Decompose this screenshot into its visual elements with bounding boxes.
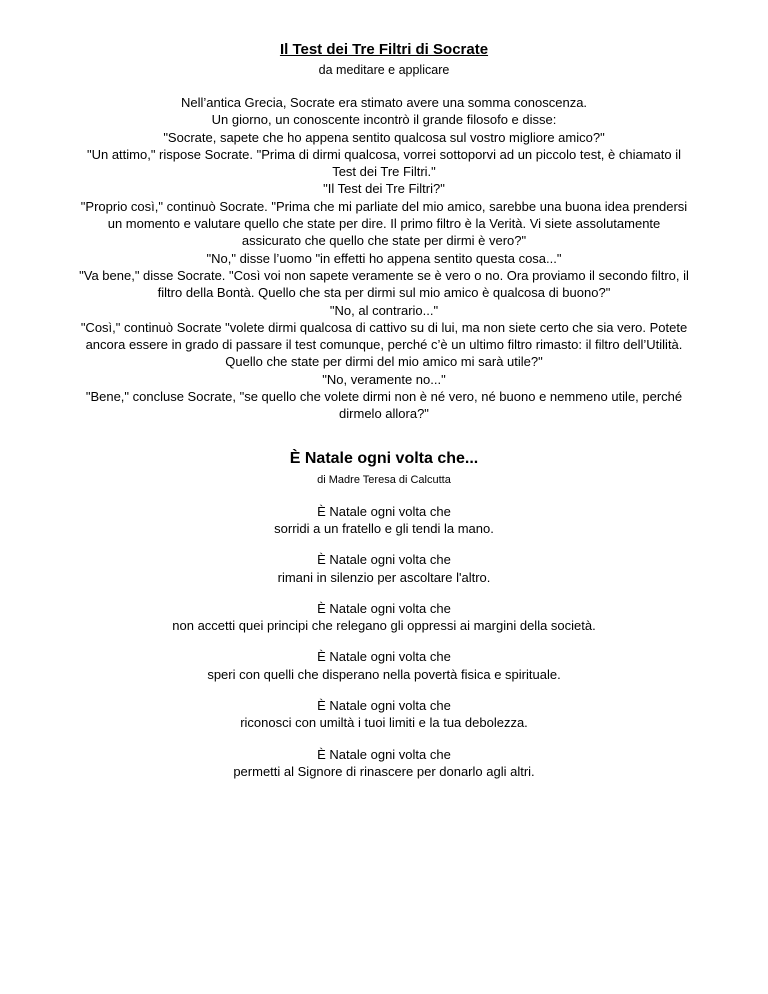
section1-subtitle: da meditare e applicare	[318, 63, 450, 77]
stanza-line: sorridi a un fratello e gli tendi la mano.	[274, 520, 494, 536]
story-line: "Così," continuò Socrate "volete dirmi qualcosa di cattivo su di lui, ma non siete certo che sia vero. Potete	[80, 319, 688, 335]
section2-author: di Madre Teresa di Calcutta	[317, 473, 451, 486]
story-line: Test dei Tre Filtri."	[332, 164, 436, 180]
section2-title: È Natale ogni volta che...	[289, 449, 479, 467]
stanza-refrain: È Natale ogni volta che	[317, 698, 451, 714]
stanza-refrain: È Natale ogni volta che	[317, 746, 451, 762]
stanza-line: non accetti quei principi che relegano gli oppressi ai margini della società.	[172, 618, 596, 634]
story-line: ancora essere in grado di passare il test comunque, perché c’è un ultimo filtro rimasto: il filtro dell’Utilità.	[85, 337, 683, 353]
poem-stanza	[36, 551, 732, 586]
story-line: Quello che state per dirmi del mio amico mi sarà utile?"	[225, 354, 543, 370]
poem-stanza	[36, 697, 732, 732]
story-line: filtro della Bontà. Quello che sta per dirmi sul mio amico è qualcosa di buono?"	[157, 285, 611, 301]
story-line: "Bene," concluse Socrate, "se quello che volete dirmi non è né vero, né buono e nemmeno utile, perché	[85, 389, 683, 405]
stanza-line: rimani in silenzio per ascoltare l'altro.	[277, 569, 491, 585]
poem-stanza	[36, 648, 732, 683]
story-line: "Il Test dei Tre Filtri?"	[323, 181, 445, 197]
stanza-refrain: È Natale ogni volta che	[317, 503, 451, 519]
story-line: "No, veramente no..."	[322, 371, 446, 387]
section1-title: Il Test dei Tre Filtri di Socrate	[279, 41, 489, 58]
story-line: assicurato che quello che state per dirmi è vero?"	[241, 233, 527, 249]
story-line: dirmelo allora?"	[339, 406, 429, 422]
story-line: "No, al contrario..."	[329, 302, 439, 318]
socrates-story	[36, 94, 732, 423]
stanza-line: permetti al Signore di rinascere per donarlo agli altri.	[233, 763, 535, 779]
stanza-line: riconosci con umiltà i tuoi limiti e la tua debolezza.	[240, 715, 528, 731]
stanza-refrain: È Natale ogni volta che	[317, 552, 451, 568]
story-line: "Socrate, sapete che ho appena sentito qualcosa sul vostro migliore amico?"	[163, 129, 605, 145]
story-line: "No," disse l’uomo "in effetti ho appena sentito questa cosa..."	[206, 250, 562, 266]
story-line: "Un attimo," rispose Socrate. "Prima di dirmi qualcosa, vorrei sottoporvi ad un piccolo test, è chiamato il	[86, 146, 682, 162]
christmas-poem	[36, 503, 732, 781]
story-line: "Proprio così," continuò Socrate. "Prima che mi parliate del mio amico, sarebbe una buona idea prendersi	[80, 198, 688, 214]
story-line: Nell’antica Grecia, Socrate era stimato avere una somma conoscenza.	[180, 95, 588, 110]
poem-stanza	[36, 503, 732, 538]
stanza-line: speri con quelli che disperano nella povertà fisica e spirituale.	[207, 666, 561, 682]
poem-stanza	[36, 600, 732, 635]
story-line: Un giorno, un conoscente incontrò il grande filosofo e disse:	[211, 112, 557, 128]
stanza-refrain: È Natale ogni volta che	[317, 649, 451, 665]
story-line: "Va bene," disse Socrate. "Così voi non sapete veramente se è vero o no. Ora proviamo il secondo filtro, il	[79, 267, 689, 283]
story-line: un momento e valutare quello che state per dire. Il primo filtro è la Verità. Vi siete assolutamente	[107, 216, 661, 232]
stanza-refrain: È Natale ogni volta che	[317, 600, 451, 616]
poem-stanza	[36, 746, 732, 781]
